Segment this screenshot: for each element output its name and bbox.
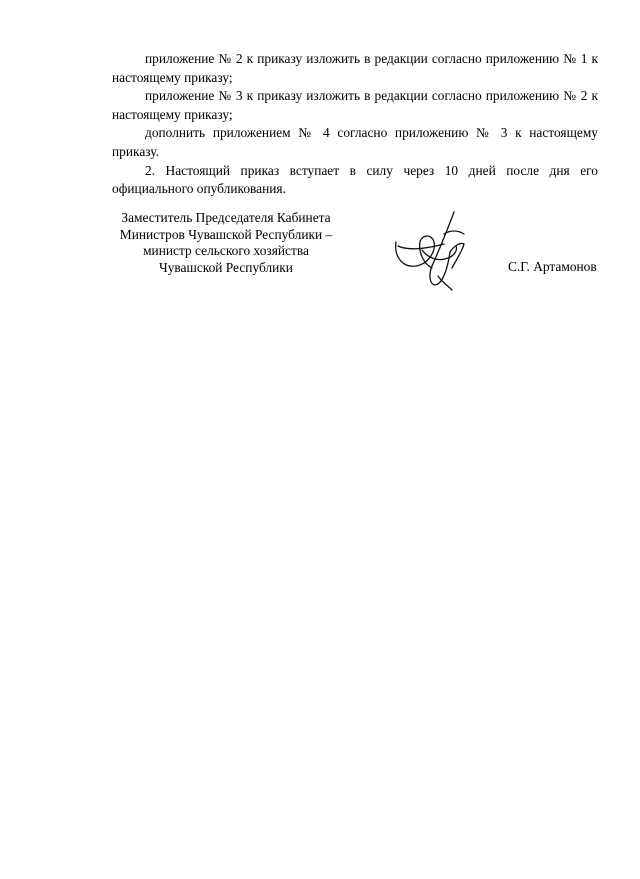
- signer-position-line: министр сельского хозяйства: [143, 243, 309, 259]
- signer-position-line: Заместитель Председателя Кабинета: [121, 210, 331, 225]
- paragraph-appendix-3: приложение № 3 к приказу изложить в редакции согласно приложению № 2 к настоящему приказу;: [112, 88, 598, 122]
- signer-position-line: Министров Чувашской Республики –: [119, 226, 333, 242]
- signer-position: [110, 210, 342, 276]
- signer-position-line: Чувашской Республики: [159, 259, 293, 275]
- paragraph-appendix-2: приложение № 2 к приказу изложить в редакции согласно приложению № 1 к настоящему приказу;: [112, 51, 598, 85]
- paragraph-effective-date: 2. Настоящий приказ вступает в силу через 10 дней после дня его официального опубликования.: [112, 162, 598, 197]
- paragraph-appendix-4: дополнить приложением № 4 согласно приложению № 3 к настоящему приказу.: [112, 125, 598, 159]
- handwritten-signature-icon: [392, 206, 470, 292]
- document-body: [112, 50, 598, 199]
- signer-name: С.Г. Артамонов: [508, 259, 597, 274]
